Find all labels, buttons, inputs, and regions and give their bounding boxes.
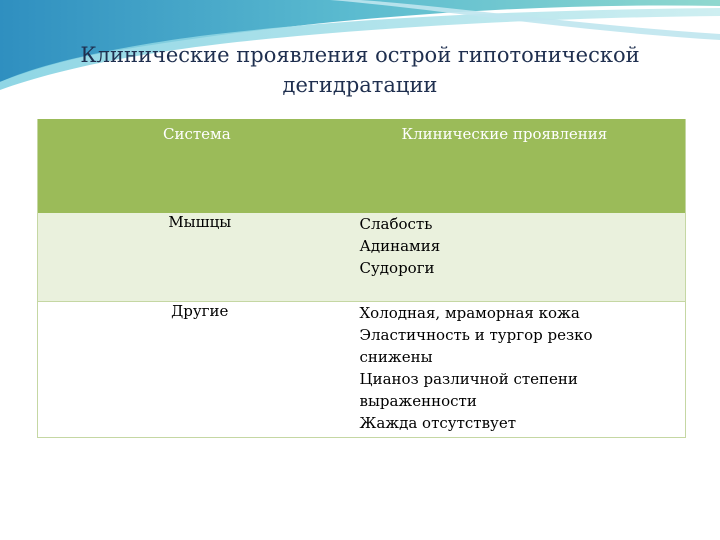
manifestation-line: Судороги <box>359 259 435 277</box>
system-cell <box>38 302 360 438</box>
slide-title <box>60 40 660 100</box>
manifestations-cell <box>360 213 686 302</box>
system-name: Другие <box>171 302 229 320</box>
slide-title-line-1: Клинические проявления острой гипотонической <box>80 43 640 67</box>
manifestation-line: Слабость <box>359 215 433 233</box>
clinical-manifestations-table <box>37 119 686 438</box>
manifestations-cell <box>360 302 686 438</box>
manifestation-line: выраженности <box>359 392 477 410</box>
system-cell <box>38 213 360 302</box>
manifestation-line: Цианоз различной степени <box>359 370 578 388</box>
manifestation-line: Жажда отсутствует <box>359 414 517 432</box>
table-row <box>38 213 686 302</box>
manifestation-line: Адинамия <box>359 237 441 255</box>
manifestation-line: Эластичность и тургор резко <box>359 326 593 344</box>
manifestation-line: Холодная, мраморная кожа <box>359 304 580 322</box>
header-manifestations: Клинические проявления <box>360 119 686 213</box>
table-header-row <box>38 119 686 213</box>
header-system: Система <box>38 119 360 213</box>
system-name: Мышцы <box>168 213 232 231</box>
slide-title-line-2: дегидратации <box>282 73 438 97</box>
manifestation-line: снижены <box>359 348 433 366</box>
table-row <box>38 302 686 438</box>
